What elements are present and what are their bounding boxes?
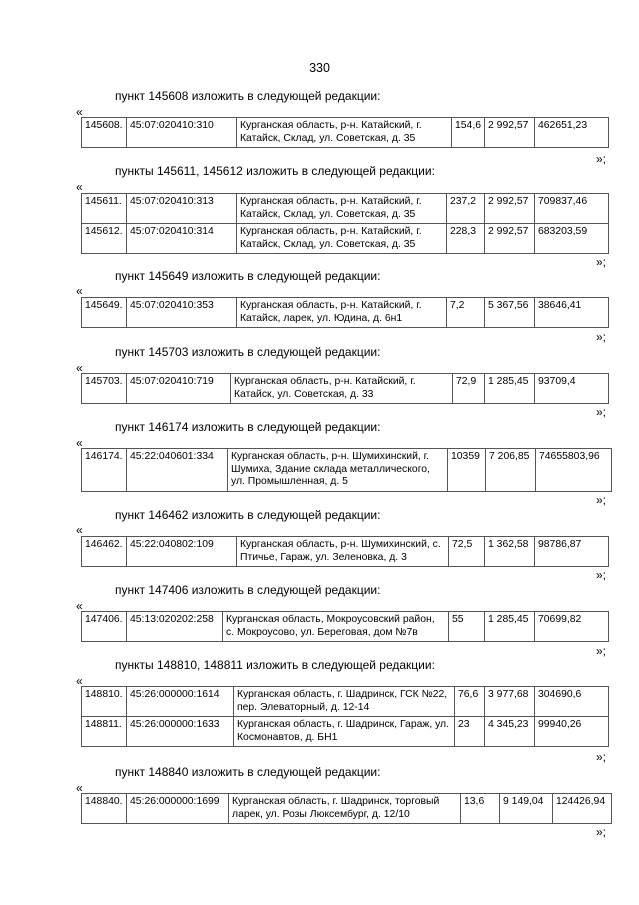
address: Курганская область, р-н. Катайский, г. Катайск, ларек, ул. Юдина, д. 6н1 <box>237 298 447 328</box>
section-heading: пункт 145608 изложить в следующей редакции: <box>115 89 381 103</box>
rate: 3 977,68 <box>485 687 535 717</box>
area: 228,3 <box>447 224 485 254</box>
table-row <box>82 612 609 642</box>
open-quote: « <box>76 105 83 119</box>
section-heading: пункт 145649 изложить в следующей редакции: <box>115 269 381 283</box>
table-row <box>82 717 609 747</box>
close-quote: »; <box>596 405 607 419</box>
address: Курганская область, г. Шадринск, ГСК №22, пер. Элеваторный, д. 12-14 <box>234 687 455 717</box>
cadastral-number: 45:22:040601:334 <box>127 449 228 492</box>
area: 76,6 <box>455 687 485 717</box>
cadastral-number: 45:07:020410:310 <box>127 118 237 148</box>
area: 72,5 <box>449 537 485 567</box>
rate: 2 992,57 <box>485 194 535 224</box>
value: 70699,82 <box>535 612 609 642</box>
value: 74655803,96 <box>536 449 612 492</box>
open-quote: « <box>76 361 83 375</box>
value: 38646,41 <box>535 298 609 328</box>
value: 709837,46 <box>535 194 609 224</box>
value: 93709,4 <box>535 374 609 404</box>
register-table <box>81 373 609 404</box>
address: Курганская область, Мокроусовский район, с. Мокроусово, ул. Береговая, дом №7в <box>223 612 449 642</box>
table-row <box>82 118 609 148</box>
open-quote: « <box>76 523 83 537</box>
page-number: 330 <box>309 61 330 75</box>
cadastral-number: 45:13:020202:258 <box>127 612 223 642</box>
rate: 5 367,56 <box>485 298 535 328</box>
table-row <box>82 298 609 328</box>
row-number: 148811. <box>82 717 127 747</box>
close-quote: »; <box>596 825 607 839</box>
row-number: 145612. <box>82 224 127 254</box>
section-heading: пункт 145703 изложить в следующей редакции: <box>115 345 381 359</box>
area: 154,6 <box>452 118 485 148</box>
value: 683203,59 <box>535 224 609 254</box>
table-row <box>82 374 609 404</box>
rate: 4 345,23 <box>485 717 535 747</box>
value: 124426,94 <box>553 794 612 824</box>
address: Курганская область, г. Шадринск, Гараж, ул. Космонавтов, д. БН1 <box>234 717 455 747</box>
cadastral-number: 45:26:000000:1699 <box>127 794 229 824</box>
section-heading: пункты 148810, 148811 изложить в следующей редакции: <box>115 658 435 672</box>
row-number: 145608. <box>82 118 127 148</box>
address: Курганская область, г. Шадринск, торговый ларек, ул. Розы Люксембург, д. 12/10 <box>229 794 461 824</box>
value: 98786,87 <box>535 537 609 567</box>
close-quote: »; <box>596 644 607 658</box>
value: 462651,23 <box>535 118 609 148</box>
section-heading: пункт 146462 изложить в следующей редакции: <box>115 508 381 522</box>
close-quote: »; <box>596 255 607 269</box>
table-row <box>82 537 609 567</box>
rate: 2 992,57 <box>485 224 535 254</box>
address: Курганская область, р-н. Катайский, г. Катайск, Склад, ул. Советская, д. 35 <box>237 224 447 254</box>
area: 23 <box>455 717 485 747</box>
address: Курганская область, р-н. Катайский, г. Катайск, Склад, ул. Советская, д. 35 <box>237 118 452 148</box>
register-table <box>81 793 612 824</box>
register-table <box>81 193 609 254</box>
area: 55 <box>449 612 485 642</box>
table-row <box>82 224 609 254</box>
row-number: 146174. <box>82 449 127 492</box>
rate: 2 992,57 <box>485 118 535 148</box>
row-number: 145649. <box>82 298 127 328</box>
rate: 9 149,04 <box>500 794 553 824</box>
cadastral-number: 45:07:020410:314 <box>127 224 237 254</box>
open-quote: « <box>76 674 83 688</box>
open-quote: « <box>76 180 83 194</box>
table-row <box>82 794 612 824</box>
rate: 1 285,45 <box>485 612 535 642</box>
close-quote: »; <box>596 152 607 166</box>
cadastral-number: 45:26:000000:1633 <box>127 717 234 747</box>
open-quote: « <box>76 436 83 450</box>
rate: 1 362,58 <box>485 537 535 567</box>
open-quote: « <box>76 284 83 298</box>
table-row <box>82 687 609 717</box>
register-table <box>81 297 609 328</box>
row-number: 145611. <box>82 194 127 224</box>
value: 304690,6 <box>535 687 609 717</box>
address: Курганская область, р-н. Катайский, г. Катайск, Склад, ул. Советская, д. 35 <box>237 194 447 224</box>
cadastral-number: 45:26:000000:1614 <box>127 687 234 717</box>
section-heading: пункты 145611, 145612 изложить в следующей редакции: <box>115 164 435 178</box>
area: 10359 <box>448 449 486 492</box>
cadastral-number: 45:07:020410:719 <box>127 374 231 404</box>
row-number: 148840. <box>82 794 127 824</box>
table-row <box>82 194 609 224</box>
area: 7,2 <box>447 298 485 328</box>
register-table <box>81 686 609 747</box>
table-row <box>82 449 612 492</box>
address: Курганская область, р-н. Катайский, г. Катайск, ул. Советская, д. 33 <box>231 374 453 404</box>
area: 237,2 <box>447 194 485 224</box>
open-quote: « <box>76 599 83 613</box>
row-number: 146462. <box>82 537 127 567</box>
close-quote: »; <box>596 330 607 344</box>
address: Курганская область, р-н. Шумихинский, с. Птичье, Гараж, ул. Зеленовка, д. 3 <box>237 537 449 567</box>
cadastral-number: 45:07:020410:353 <box>127 298 237 328</box>
cadastral-number: 45:07:020410:313 <box>127 194 237 224</box>
rate: 1 285,45 <box>485 374 535 404</box>
register-table <box>81 611 609 642</box>
rate: 7 206,85 <box>486 449 536 492</box>
address: Курганская область, р-н. Шумихинский, г. Шумиха, Здание склада металлического, ул. Промышленная, д. 5 <box>228 449 448 492</box>
area: 13,6 <box>461 794 500 824</box>
row-number: 148810. <box>82 687 127 717</box>
close-quote: »; <box>596 568 607 582</box>
close-quote: »; <box>596 493 607 507</box>
value: 99940,26 <box>535 717 609 747</box>
close-quote: »; <box>596 750 607 764</box>
open-quote: « <box>76 781 83 795</box>
cadastral-number: 45:22:040802:109 <box>127 537 237 567</box>
section-heading: пункт 148840 изложить в следующей редакции: <box>115 765 381 779</box>
register-table <box>81 117 609 148</box>
register-table <box>81 536 609 567</box>
row-number: 147406. <box>82 612 127 642</box>
row-number: 145703. <box>82 374 127 404</box>
section-heading: пункт 147406 изложить в следующей редакции: <box>115 583 381 597</box>
section-heading: пункт 146174 изложить в следующей редакции: <box>115 420 381 434</box>
register-table <box>81 448 612 492</box>
area: 72,9 <box>453 374 485 404</box>
